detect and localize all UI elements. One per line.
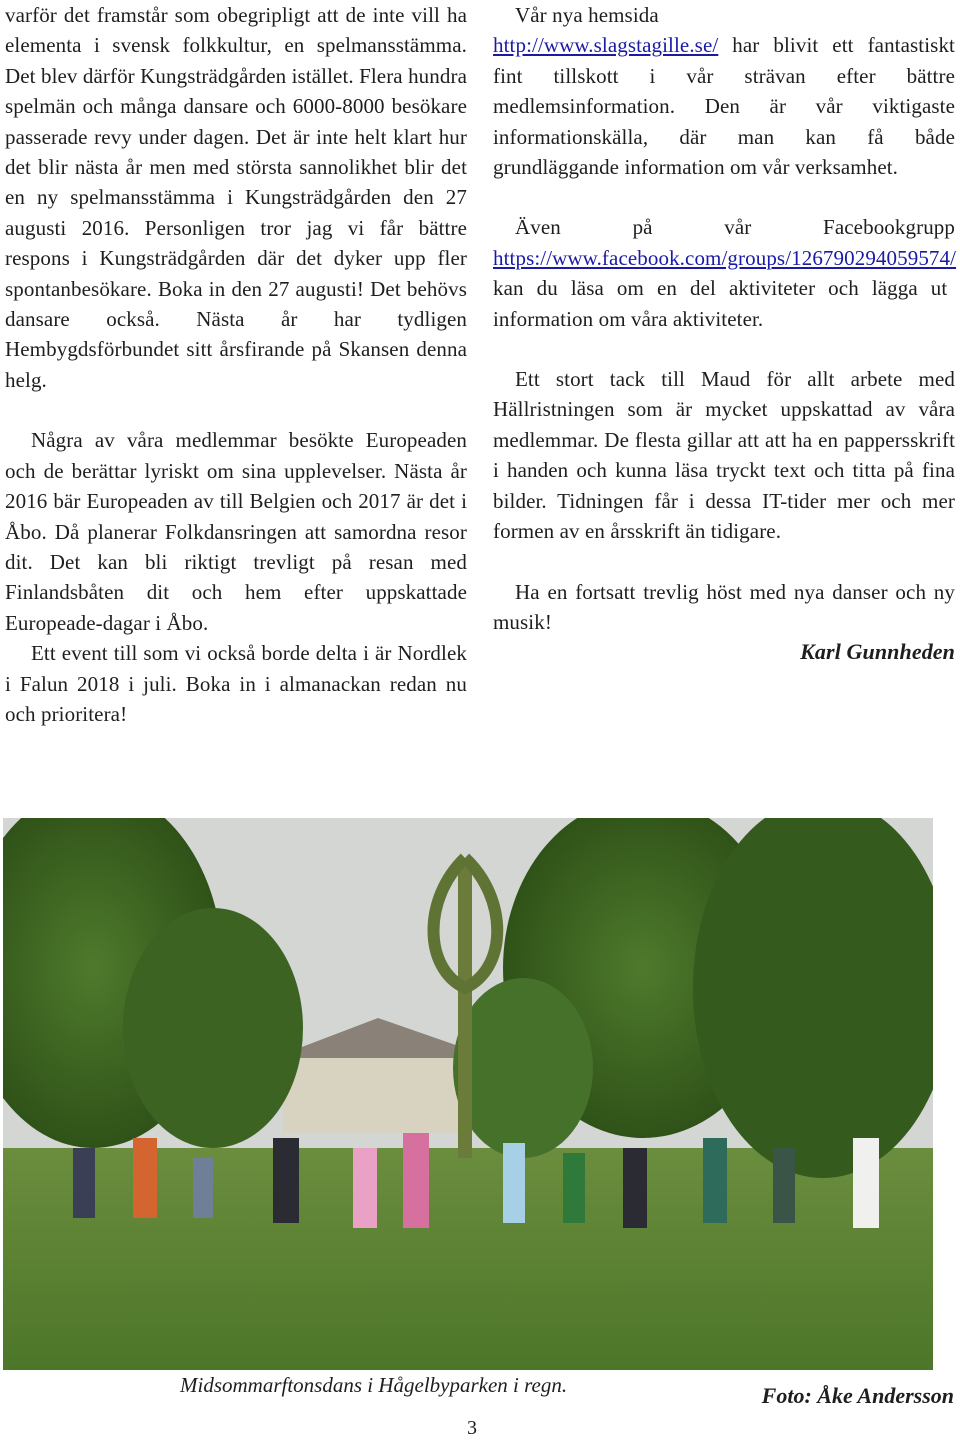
facebook-link[interactable]: https://www.facebook.com/groups/126790294059574/ [493,245,957,270]
page-number: 3 [467,1417,477,1439]
right-column [493,0,955,668]
closing-paragraph: Ha en fortsatt trevlig höst med nya danser och ny musik! [493,579,955,634]
midsummer-dance-photo [3,818,933,1370]
facebook-text-before: Även på vår Facebookgrupp [515,215,955,240]
photo-caption: Midsommarftonsdans i Hågelbyparken i regn. [180,1373,568,1397]
website-heading: Vår nya hemsida [515,3,659,27]
website-link[interactable]: http://www.slagstagille.se/ [493,33,719,58]
thanks-paragraph: Ett stort tack till Maud för allt arbete med Hällristningen som är mycket uppskattad av våra medlemmar. De flesta gillar att att ha en pappersskrift i handen och kunna läsa tryckt text och titta på fina bilder. Tidningen får i dessa IT-tider mer och mer formen av en årsskrift än tidigare. [493,367,955,544]
facebook-paragraph [493,212,955,334]
left-paragraph-3: Ett event till som vi också borde delta i är Nordlek i Falun 2018 i juli. Boka in i almanackan redan nu och prioritera! [5,641,467,726]
left-paragraph-1: varför det framstår som obegripligt att de inte vill ha elementa i svensk folkkultur, en spelmansstämma. Det blev därför Kungsträdgården istället. Flera hundra spelmän och många dansare och 6000-8000 besökare passerade revy under dagen. Det är inte helt klart hur det blir nästa år men med största sannolikhet blir det en ny spelmansstämma i Kungsträdgården den 27 augusti 2016. Personligen tror jag vi får bättre respons i Kungsträdgården där det dyker upp fler spontanbesökare. Boka in den 27 augusti! Det behövs dansare också. Nästa år har tydligen Hembygdsförbundet sitt årsfirande på Skansen denna helg. [5,3,467,392]
website-paragraph [493,30,955,182]
signature: Karl Gunnheden [800,639,955,665]
website-text: har blivit ett fantastiskt fint tillskott i vår strävan efter bättre medlemsinformation. Den är vår viktigaste informationskälla, där man kan få både grundläggande information om vår verksamhet. [493,33,955,180]
left-column [5,0,467,729]
left-paragraph-2: Några av våra medlemmar besökte Europeaden och de berättar lyriskt om sina upplevelser. Nästa år 2016 bär Europeaden av till Belgien och 2017 är det i Åbo. Då planerar Folkdansringen att samordna resor dit. Det kan bli riktigt trevligt på resan med Finlandsbåten dit och hem efter uppskattade Europeade-dagar i Åbo. [5,428,467,635]
photo-illustration [3,818,933,1370]
facebook-text-after: kan du läsa om en del aktiviteter och lägga ut information om våra aktiviteter. [493,276,948,331]
photo-credit: Foto: Åke Andersson [761,1383,954,1408]
